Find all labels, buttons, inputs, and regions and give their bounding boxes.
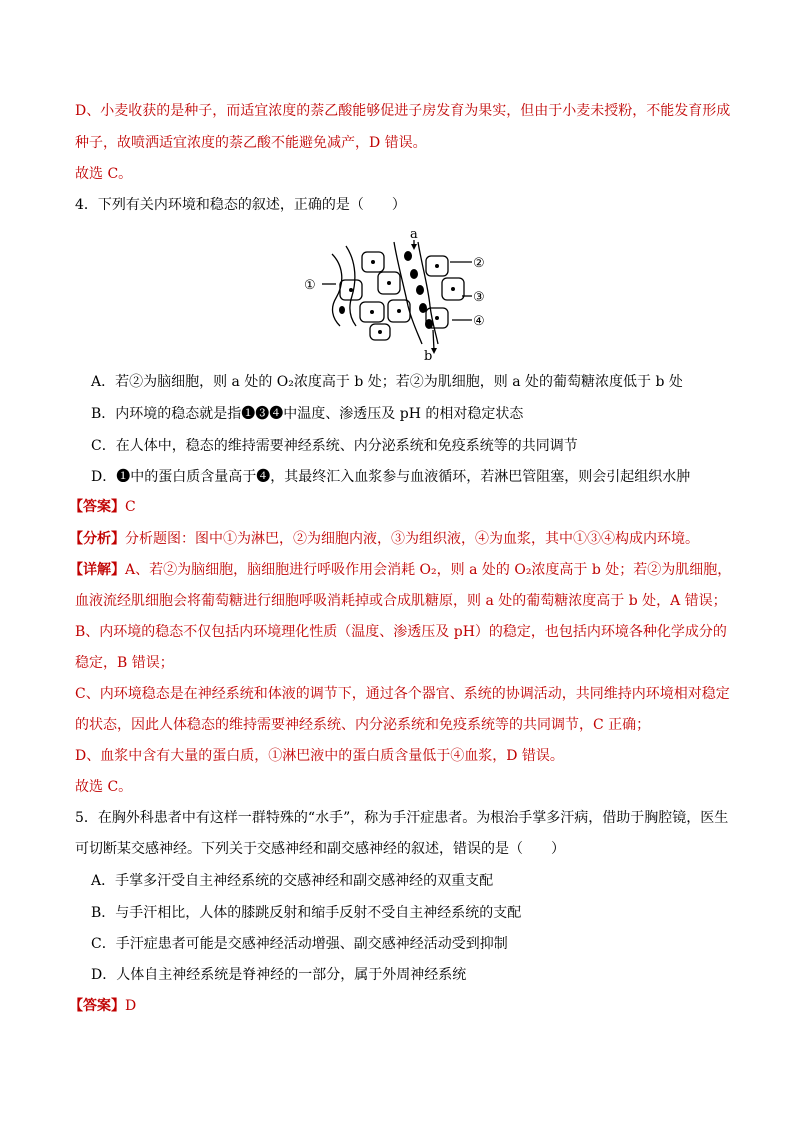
cell-nucleus	[451, 287, 455, 291]
answer-value: C	[125, 499, 136, 515]
q4-detail-line1	[69, 560, 731, 580]
q4-analysis	[69, 529, 699, 549]
q4-option-d: D．❶中的蛋白质含量高于❹，其最终汇入血浆参与血液循环，若淋巴管阻塞，则会引起组织水肿	[91, 469, 691, 485]
q4-tissue-diagram	[296, 226, 502, 360]
q4-detail-line4: 稳定，B 错误；	[75, 655, 174, 671]
answer-tag: 【答案】	[69, 499, 125, 515]
q4-option-c: C．在人体中，稳态的维持需要神经系统、内分泌系统和免疫系统等的共同调节	[91, 438, 578, 454]
q4-option-a: A．若②为脑细胞，则 a 处的 O₂浓度高于 b 处；若②为肌细胞，则 a 处的葡萄糖浓度低于 b 处	[91, 374, 683, 390]
q5-answer	[69, 996, 136, 1016]
blood-cell	[416, 285, 424, 295]
blood-cell	[425, 319, 433, 329]
cell-nucleus	[435, 264, 439, 268]
q4-detail-line5: C、内环境稳态是在神经系统和体液的调节下，通过各个器官、系统的协调活动，共同维持内环境相对稳定	[75, 686, 730, 702]
analysis-text: 分析题图：图中①为淋巴，②为细胞内液，③为组织液，④为血浆，其中①③④构成内环境。	[125, 531, 699, 547]
cell-nucleus	[387, 281, 391, 285]
label-a: a	[410, 227, 418, 242]
cell-nucleus	[397, 309, 401, 313]
detail-text: A、若②为脑细胞，脑细胞进行呼吸作用会消耗 O₂，则 a 处的 O₂浓度高于 b 处；若②为肌细胞，	[125, 562, 732, 578]
q4-detail-line6: 的状态，因此人体稳态的维持需要神经系统、内分泌系统和免疫系统等的共同调节，C 正确；	[75, 717, 651, 733]
arrow-head-a	[411, 244, 417, 250]
q4-option-b: B．内环境的稳态就是指❶❸❹中温度、渗透压及 pH 的相对稳定状态	[91, 406, 524, 422]
answer-tag: 【答案】	[69, 998, 125, 1014]
q5-option-b: B．与手汗相比，人体的膝跳反射和缩手反射不受自主神经系统的支配	[91, 905, 522, 921]
flow-arrow-b	[433, 330, 434, 350]
lymph-cell	[339, 306, 345, 314]
q5-option-d: D．人体自主神经系统是脊神经的一部分，属于外周神经系统	[91, 967, 467, 983]
label-4: ④	[473, 314, 485, 329]
q4-detail-line7: D、血浆中含有大量的蛋白质，①淋巴液中的蛋白质含量低于④血浆，D 错误。	[75, 748, 564, 764]
answer-value: D	[125, 998, 137, 1014]
prev-choose-line: 故选 C。	[75, 166, 133, 182]
label-b: b	[424, 349, 433, 360]
detail-tag: 【详解】	[69, 562, 125, 578]
label-1: ①	[304, 278, 316, 293]
label-3: ③	[473, 290, 485, 305]
prev-option-d-line2: 种子，故喷洒适宜浓度的萘乙酸不能避免减产，D 错误。	[75, 135, 427, 151]
cell-nucleus	[370, 310, 374, 314]
tissue-diagram-svg	[296, 226, 502, 360]
cell-nucleus	[378, 330, 382, 334]
q4-stem: 4．下列有关内环境和稳态的叙述，正确的是（ ）	[75, 197, 406, 213]
q4-detail-line3: B、内环境的稳态不仅包括内环境理化性质（温度、渗透压及 pH）的稳定，也包括内环境各种化学成分的	[75, 624, 727, 640]
tissue-boundary	[346, 246, 356, 326]
blood-cell	[410, 269, 418, 279]
q5-stem-line2: 可切断某交感神经。下列关于交感神经和副交感神经的叙述，错误的是（ ）	[75, 841, 565, 857]
analysis-tag: 【分析】	[69, 531, 125, 547]
cell-nucleus	[349, 288, 353, 292]
cell-nucleus	[435, 316, 439, 320]
cell-nucleus	[371, 260, 375, 264]
q5-option-a: A．手掌多汗受自主神经系统的交感神经和副交感神经的双重支配	[91, 873, 494, 889]
label-2: ②	[473, 256, 485, 271]
q5-option-c: C．手汗症患者可能是交感神经活动增强、副交感神经活动受到抑制	[91, 936, 508, 952]
blood-cell	[419, 303, 427, 313]
q4-detail-line2: 血液流经肌细胞会将葡萄糖进行细胞呼吸消耗掉或合成肌糖原，则 a 处的葡萄糖浓度高于 b 处，A 错误；	[75, 593, 727, 609]
prev-option-d-line1: D、小麦收获的是种子，而适宜浓度的萘乙酸能够促进子房发育为果实，但由于小麦未授粉，不能发育形成	[75, 103, 731, 119]
blood-cell	[404, 251, 412, 261]
q5-stem-line1: 5．在胸外科患者中有这样一群特殊的“水手”，称为手汗症患者。为根治手掌多汗病，借助于胸腔镜，医生	[75, 810, 729, 826]
q4-choose-line: 故选 C。	[75, 779, 133, 795]
q4-answer	[69, 497, 136, 517]
